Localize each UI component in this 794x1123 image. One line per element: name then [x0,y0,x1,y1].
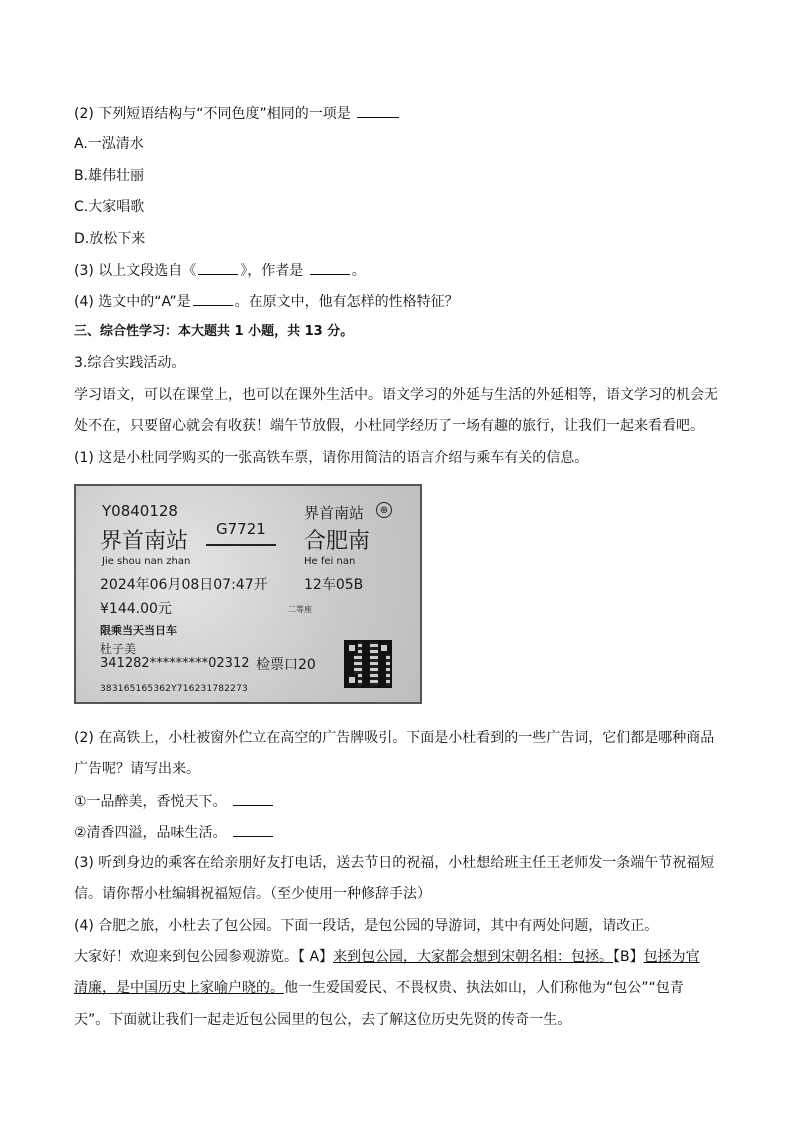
ticket-validity: 限乘当天当日车 [100,624,177,637]
answer-blank[interactable] [193,291,233,306]
qr-corner [378,642,390,654]
qr-code-icon [344,640,392,688]
sub-question-2-line-1: (2) 在高铁上，小杜被窗外伫立在高空的广告牌吸引。下面是小杜看到的一些广告词，它们都是哪种商品 [74,730,715,746]
answer-blank[interactable] [233,822,273,837]
intro-line-2: 处不在，只要留心就会有收获！端午节放假，小杜同学经历了一场有趣的旅行，让我们一起来看看吧。 [74,418,704,434]
guide-text-line-3: 天”。下面就让我们一起走近包公园里的包公，去了解这位历史先贤的传奇一生。 [74,1012,572,1028]
question-4: (4) 选文中的“A”是 。在原文中，他有怎样的性格特征？ [74,291,459,312]
guide-text-line-1: 大家好！欢迎来到包公园参观游览。【 A】来到包公园，大家都会想到宋朝名相：包拯。【B】包拯为官 [74,949,700,965]
answer-blank[interactable] [198,260,238,275]
sub-question-2-line-2: 广告呢？请写出来。 [74,761,200,777]
train-ticket-image [74,484,422,704]
item-3-title: 3.综合实践活动。 [74,355,186,371]
question-2-prompt: (2) 下列短语结构与“不同色度”相同的一项是 [74,103,401,124]
underlined-sentence-a: 来到包公园，大家都会想到宋朝名相：包拯。 [333,949,614,965]
underlined-sentence-b: 包拯为官 [643,949,700,965]
intro-line-1: 学习语文，可以在课堂上，也可以在课外生活中。语文学习的外延与生活的外延相等，语文学习的机会无 [74,387,718,403]
option-d: D.放松下来 [74,231,146,247]
ticket-seat-class: 二等座 [288,605,312,614]
option-a: A.一泓清水 [74,136,144,152]
ticket-train-number: G7721 [216,520,266,538]
sub-question-3-line-2: 信。请你帮小杜编辑祝福短信。（至少使用一种修辞手法） [74,886,431,902]
ticket-to-pinyin: He fei nan [304,556,356,567]
answer-blank[interactable] [233,791,273,806]
ticket-from-pinyin: Jie shou nan zhan [102,556,191,567]
option-c: C.大家唱歌 [74,199,145,215]
ticket-from-station: 界首南站 [100,529,189,554]
ticket-gate: 检票口20 [256,657,316,673]
train-arrow-icon [206,544,276,546]
ticket-to-station: 合肥南 [304,529,371,554]
sub-question-4: (4) 合肥之旅，小杜去了包公园。下面一段话，是包公园的导游词，其中有两处问题，请改正。 [74,918,659,934]
section-3-heading: 三、综合性学习：本大题共 1 小题，共 13 分。 [74,324,354,339]
ticket-seat: 12车05B [304,577,364,593]
answer-blank[interactable] [357,103,399,118]
underlined-sentence-b-cont: 清廉，是中国历史上家喻户晓的。 [74,980,284,996]
ticket-datetime: 2024年06月08日07:47开 [100,577,268,593]
sub-question-1: (1) 这是小杜同学购买的一张高铁车票，请你用简洁的语言介绍与乘车有关的信息。 [74,450,589,466]
question-3: (3) 以上文段选自《 》，作者是 。 [74,260,366,281]
ticket-price: ¥144.00元 [100,601,172,617]
ad-1: ①一品醉美，香悦天下。 [74,791,275,812]
guide-text-line-2: 清廉，是中国历史上家喻户晓的。他一生爱国爱民、不畏权贵、执法如山，人们称他为“包公”“包青 [74,980,684,996]
option-b: B.雄伟壮丽 [74,168,145,184]
ticket-passenger: 杜子美 [100,642,137,656]
ticket-code: Y0840128 [102,502,178,520]
qr-corner [346,674,358,686]
railway-logo-icon: ⊕ [376,502,392,518]
ticket-id-number: 341282*********02312 [100,656,250,671]
sub-question-3-line-1: (3) 听到身边的乘客在给亲朋好友打电话，送去节日的祝福，小杜想给班主任王老师发一条端午节祝福短 [74,855,715,871]
qr-corner [346,642,358,654]
answer-blank[interactable] [310,260,350,275]
ticket-serial: 38316516536​2Y71623​1782273 [100,684,248,694]
ad-2: ②清香四溢，品味生活。 [74,822,275,843]
ticket-check-station: 界首南站 [304,504,365,522]
